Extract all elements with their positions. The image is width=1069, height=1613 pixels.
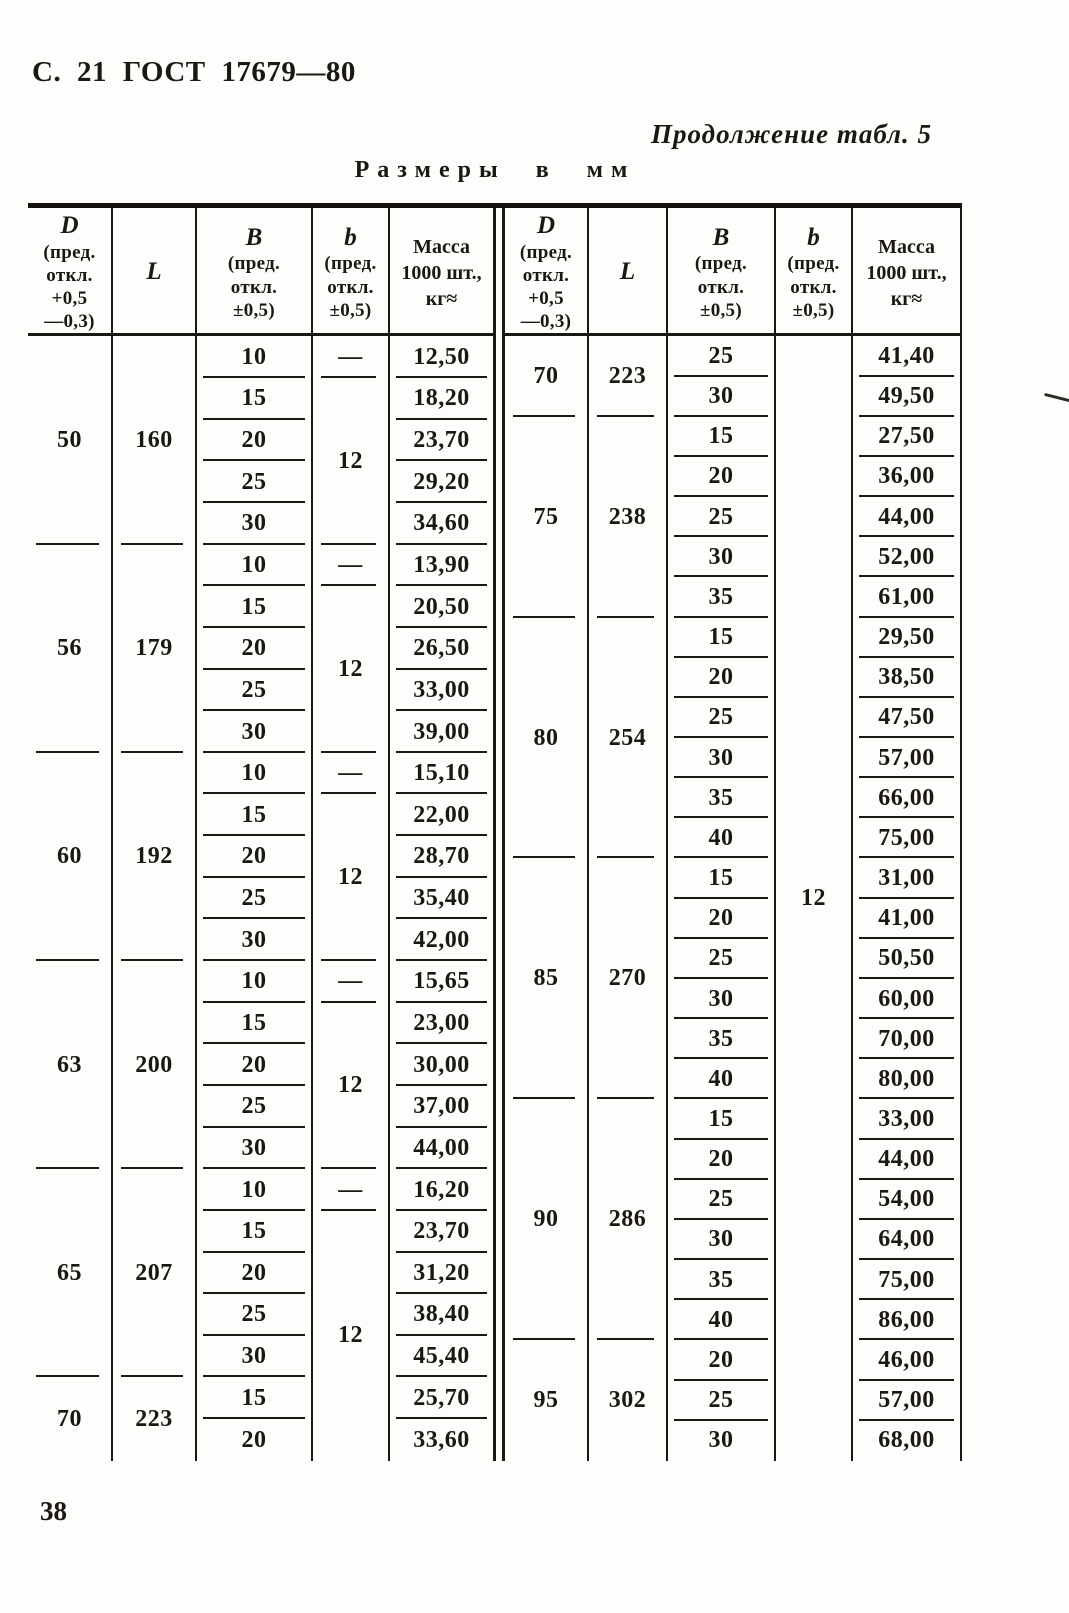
header-line: (пред. [324,253,377,275]
cell-mass: 41,00 [851,899,960,939]
header-line: D [536,212,556,239]
cell-B: 25 [666,336,774,376]
cell-mass: 39,00 [388,711,493,753]
cell-B: 20 [666,658,774,698]
cell-mass: 12,50 [388,336,493,378]
header-line: откл. [697,276,745,298]
cell-mass: 80,00 [851,1059,960,1099]
cell-b: — [311,961,388,1003]
cell-B: 15 [195,378,311,420]
cell-d: 70 [57,1405,82,1432]
cell-B: 15 [195,1211,311,1253]
header-line: кг≈ [425,287,458,310]
cell-mass: 75,00 [851,818,960,858]
col-header-mass [388,208,493,336]
cell-B: 10 [195,336,311,378]
table-row [505,618,960,658]
cell-mass: 34,60 [388,503,493,545]
page-number: 38 [40,1496,67,1526]
cell-mass: 49,50 [851,377,960,417]
cell-b: 12 [311,794,388,961]
cell-B: 25 [666,1180,774,1220]
scan-artifact [1044,393,1069,402]
cell-mass: 27,50 [851,417,960,457]
cell-B: 35 [666,778,774,818]
cell-l: 223 [587,336,666,416]
cell-mass: 60,00 [851,979,960,1019]
cell-B: 30 [666,1220,774,1260]
cell-l: 192 [111,753,195,961]
header-line: Масса [413,235,470,258]
table-row [505,858,960,898]
cell-mass: 45,40 [388,1336,493,1378]
cell-l: 179 [111,545,195,753]
units-caption: Размеры в мм [354,157,636,183]
table-row [505,1340,960,1380]
cell-mass: 23,70 [388,1211,493,1253]
cell-mass: 42,00 [388,919,493,961]
cell-mass: 26,50 [388,628,493,670]
header-line: L [619,258,636,286]
col-header-b [311,208,388,336]
header-line: +0,5 [51,288,88,310]
cell-B: 35 [666,1019,774,1059]
cell-mass: 75,00 [851,1260,960,1300]
cell-mass: 33,00 [388,670,493,712]
cell-B: 20 [195,836,311,878]
cell-mass: 50,50 [851,939,960,979]
cell-B: 20 [666,457,774,497]
cell-mass: 64,00 [851,1220,960,1260]
cell-d: 85 [505,858,587,1099]
cell-B: 30 [666,1421,774,1461]
cell-mass: 33,00 [851,1099,960,1139]
cell-mass: 44,00 [388,1128,493,1170]
cell-l: 238 [587,417,666,618]
table-continuation-note: Продолжение табл. 5 [651,119,932,149]
cell-B: 10 [195,961,311,1003]
table-row [28,336,493,378]
cell-mass: 46,00 [851,1340,960,1380]
cell-b: 12 [311,1003,388,1170]
cell-mass: 20,50 [388,586,493,628]
cell-mass: 52,00 [851,537,960,577]
cell-d: 80 [505,618,587,859]
cell-l: 200 [111,961,195,1169]
cell-B: 15 [195,586,311,628]
cell-b: — [311,336,388,378]
header-line: +0,5 [528,288,564,310]
header-line: L [146,258,162,286]
cell-B: 15 [666,1099,774,1139]
header-line: b [344,223,357,251]
cell-B: 10 [195,1169,311,1211]
cell-mass: 38,50 [851,658,960,698]
cell-mass: 37,00 [388,1086,493,1128]
header-line: 1000 шт., [866,261,947,284]
col-header-l [587,208,666,336]
cell-l: 286 [587,1099,666,1340]
table-row [28,1377,493,1419]
header-line: ±0,5) [699,299,742,321]
header-line: B [245,223,263,251]
header-line: откл. [327,276,374,298]
cell-mass: 23,00 [388,1003,493,1045]
cell-B: 20 [666,1340,774,1380]
header-line: b [807,223,820,251]
cell-B: 30 [666,377,774,417]
cell-mass: 70,00 [851,1019,960,1059]
cell-mass: 16,20 [388,1169,493,1211]
cell-d: 95 [533,1387,559,1414]
col-header-l [111,208,195,336]
cell-B: 25 [195,670,311,712]
cell-l: 254 [587,618,666,859]
col-header-B [666,208,774,336]
header-line: (пред. [694,253,748,275]
cell-d: 75 [505,417,587,618]
header-line: откл. [230,276,278,298]
cell-mass: 18,20 [388,378,493,420]
cell-l: 302 [587,1340,666,1461]
cell-mass: 33,60 [388,1419,493,1461]
cell-B: 10 [195,545,311,587]
cell-B: 25 [195,1294,311,1336]
header-line: 1000 шт., [401,261,482,284]
cell-mass: 68,00 [851,1421,960,1461]
cell-B: 25 [666,698,774,738]
col-header-B [195,208,311,336]
cell-B: 40 [666,1059,774,1099]
cell-B: 20 [195,1253,311,1295]
table-row [28,961,493,1003]
header-line: (пред. [227,253,281,275]
cell-b: 12 [311,378,388,545]
cell-mass: 13,90 [388,545,493,587]
cell-B: 20 [195,628,311,670]
cell-mass: 15,10 [388,753,493,795]
dimensions-table [28,203,962,1461]
cell-B: 15 [666,618,774,658]
cell-B: 20 [666,899,774,939]
table-row [505,336,960,376]
cell-B: 30 [195,711,311,753]
cell-B: 40 [666,818,774,858]
cell-B: 30 [666,979,774,1019]
header-line: откл. [790,276,837,298]
cell-B: 35 [666,1260,774,1300]
table-row [505,417,960,457]
cell-B: 25 [666,497,774,537]
table-left-half [28,208,496,1461]
cell-mass: 31,20 [388,1253,493,1295]
col-header-d [28,208,111,336]
col-header-mass [851,208,960,336]
header-line: —0,3) [520,311,572,333]
cell-mass: 36,00 [851,457,960,497]
cell-B: 15 [195,1377,311,1419]
cell-b: — [311,753,388,795]
table-row [505,1099,960,1139]
cell-mass: 29,50 [851,618,960,658]
table-row [28,545,493,587]
cell-B: 25 [195,1086,311,1128]
cell-B: 15 [195,1003,311,1045]
cell-d: 56 [28,545,111,753]
cell-B: 25 [195,878,311,920]
cell-b: — [311,1169,388,1211]
cell-mass: 23,70 [388,420,493,462]
doc-reference: С. 21 ГОСТ 17679—80 [32,56,356,88]
cell-B: 30 [195,919,311,961]
cell-mass: 30,00 [388,1044,493,1086]
table-row [28,753,493,795]
cell-b: 12 [774,336,851,1461]
cell-l: 160 [111,336,195,544]
cell-mass: 15,65 [388,961,493,1003]
cell-B: 15 [195,794,311,836]
header-line: Масса [878,235,935,258]
cell-B: 30 [666,537,774,577]
cell-d: 90 [505,1099,587,1340]
header-line: (пред. [787,253,840,275]
cell-mass: 57,00 [851,1381,960,1421]
cell-B: 30 [195,1336,311,1378]
header-line: (пред. [43,241,96,263]
cell-mass: 29,20 [388,461,493,503]
cell-b: — [311,545,388,587]
cell-l: 223 [111,1377,195,1461]
cell-mass: 38,40 [388,1294,493,1336]
cell-B: 25 [666,939,774,979]
cell-B: 30 [195,1128,311,1170]
header-line: D [60,212,79,239]
cell-mass: 35,40 [388,878,493,920]
header-line: кг≈ [890,287,923,310]
cell-B: 20 [195,420,311,462]
header-line: ±0,5) [232,299,275,321]
cell-mass: 57,00 [851,738,960,778]
header-line: —0,3) [44,311,95,333]
cell-mass: 28,70 [388,836,493,878]
col-header-d [505,208,587,336]
header-line: ±0,5) [792,299,835,321]
cell-B: 20 [195,1044,311,1086]
header-line: ±0,5) [329,299,372,321]
cell-mass: 44,00 [851,1140,960,1180]
cell-mass: 66,00 [851,778,960,818]
cell-d: 63 [28,961,111,1169]
header-line: (пред. [519,241,573,263]
cell-B: 30 [666,738,774,778]
cell-mass: 86,00 [851,1300,960,1340]
cell-mass: 41,40 [851,336,960,376]
cell-mass: 25,70 [388,1377,493,1419]
col-header-b [774,208,851,336]
cell-mass: 44,00 [851,497,960,537]
cell-l: 270 [587,858,666,1099]
cell-B: 25 [195,461,311,503]
header-line: откл. [46,264,93,286]
cell-d: 65 [28,1169,111,1377]
cell-mass: 54,00 [851,1180,960,1220]
cell-B: 35 [666,577,774,617]
cell-d: 70 [505,336,587,416]
cell-B: 40 [666,1300,774,1340]
cell-mass: 47,50 [851,698,960,738]
cell-B: 25 [666,1381,774,1421]
cell-l: 207 [111,1169,195,1377]
table-right-half [502,208,962,1461]
cell-mass: 61,00 [851,577,960,617]
cell-B: 20 [666,1140,774,1180]
cell-d: 50 [28,336,111,544]
header-line: откл. [522,264,570,286]
cell-mass: 31,00 [851,858,960,898]
cell-B: 30 [195,503,311,545]
cell-mass: 22,00 [388,794,493,836]
cell-B: 15 [666,417,774,457]
cell-d: 60 [28,753,111,961]
cell-b: 12 [311,1211,388,1461]
cell-B: 15 [666,858,774,898]
cell-b: 12 [311,586,388,753]
cell-B: 10 [195,753,311,795]
cell-B: 20 [195,1419,311,1461]
table-row [28,1169,493,1211]
header-line: B [712,223,730,251]
